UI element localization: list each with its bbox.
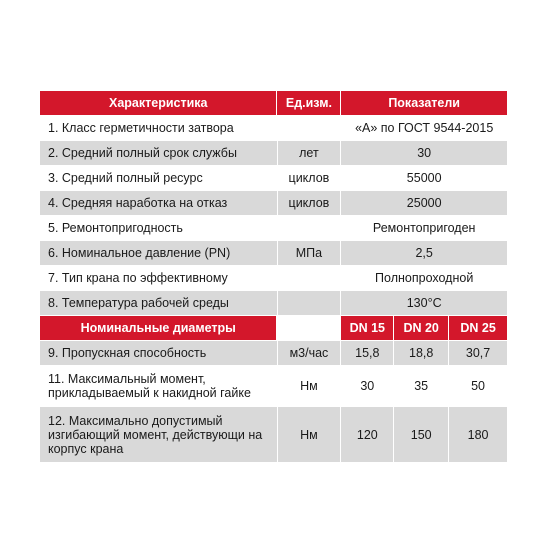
spec-table bbox=[40, 91, 507, 463]
row-value: 25000 bbox=[341, 191, 507, 215]
row-value: 180 bbox=[449, 407, 507, 462]
row-value: 50 bbox=[449, 366, 507, 406]
row-value: Полнопроходной bbox=[341, 266, 507, 290]
table-header-row bbox=[40, 91, 507, 115]
dn-header: DN 20 bbox=[394, 316, 448, 340]
row-unit: Нм bbox=[278, 407, 341, 462]
row-value: 2,5 bbox=[341, 241, 507, 265]
row-label: 1. Класс герметичности затвора bbox=[40, 116, 277, 140]
table-row bbox=[40, 241, 507, 265]
row-value: 30 bbox=[341, 141, 507, 165]
diameters-header-spacer bbox=[277, 316, 340, 340]
dn-header: DN 15 bbox=[341, 316, 393, 340]
row-label: 12. Максимально допустимый изгибающий момент, действующи на корпус крана bbox=[40, 407, 277, 462]
row-value: 55000 bbox=[341, 166, 507, 190]
header-characteristic: Характеристика bbox=[40, 91, 276, 115]
row-label: 7. Тип крана по эффективному bbox=[40, 266, 277, 290]
diameters-header-row bbox=[40, 316, 507, 340]
row-value: Ремонтопригоден bbox=[341, 216, 507, 240]
row-value: 130°C bbox=[341, 291, 507, 315]
row-unit bbox=[278, 116, 341, 140]
table-row bbox=[40, 366, 507, 406]
table-row bbox=[40, 116, 507, 140]
row-unit bbox=[278, 266, 341, 290]
table-row bbox=[40, 141, 507, 165]
row-unit: МПа bbox=[278, 241, 341, 265]
header-value: Показатели bbox=[341, 91, 507, 115]
row-value: 35 bbox=[394, 366, 448, 406]
row-label: 9. Пропускная способность bbox=[40, 341, 277, 365]
row-unit: циклов bbox=[278, 166, 341, 190]
row-value: «А» по ГОСТ 9544-2015 bbox=[341, 116, 507, 140]
row-value: 15,8 bbox=[341, 341, 393, 365]
table-row bbox=[40, 407, 507, 462]
row-label: 2. Средний полный срок службы bbox=[40, 141, 277, 165]
table-row bbox=[40, 291, 507, 315]
row-label: 6. Номинальное давление (PN) bbox=[40, 241, 277, 265]
dn-header: DN 25 bbox=[449, 316, 507, 340]
row-unit: м3/час bbox=[278, 341, 341, 365]
row-label: 4. Средняя наработка на отказ bbox=[40, 191, 277, 215]
table-row bbox=[40, 341, 507, 365]
row-unit: циклов bbox=[278, 191, 341, 215]
row-label: 8. Температура рабочей среды bbox=[40, 291, 277, 315]
row-unit: лет bbox=[278, 141, 341, 165]
table-row bbox=[40, 266, 507, 290]
row-label: 11. Максимальный момент, прикладываемый к накидной гайке bbox=[40, 366, 277, 406]
row-value: 30,7 bbox=[449, 341, 507, 365]
row-unit bbox=[278, 216, 341, 240]
row-value: 18,8 bbox=[394, 341, 448, 365]
row-value: 120 bbox=[341, 407, 393, 462]
row-value: 150 bbox=[394, 407, 448, 462]
row-label: 3. Средний полный ресурс bbox=[40, 166, 277, 190]
row-label: 5. Ремонтопригодность bbox=[40, 216, 277, 240]
diameters-header-label: Номинальные диаметры bbox=[40, 316, 276, 340]
row-value: 30 bbox=[341, 366, 393, 406]
table-row bbox=[40, 166, 507, 190]
table-row bbox=[40, 191, 507, 215]
row-unit: Нм bbox=[278, 366, 341, 406]
row-unit bbox=[278, 291, 341, 315]
header-unit: Ед.изм. bbox=[277, 91, 340, 115]
table-row bbox=[40, 216, 507, 240]
